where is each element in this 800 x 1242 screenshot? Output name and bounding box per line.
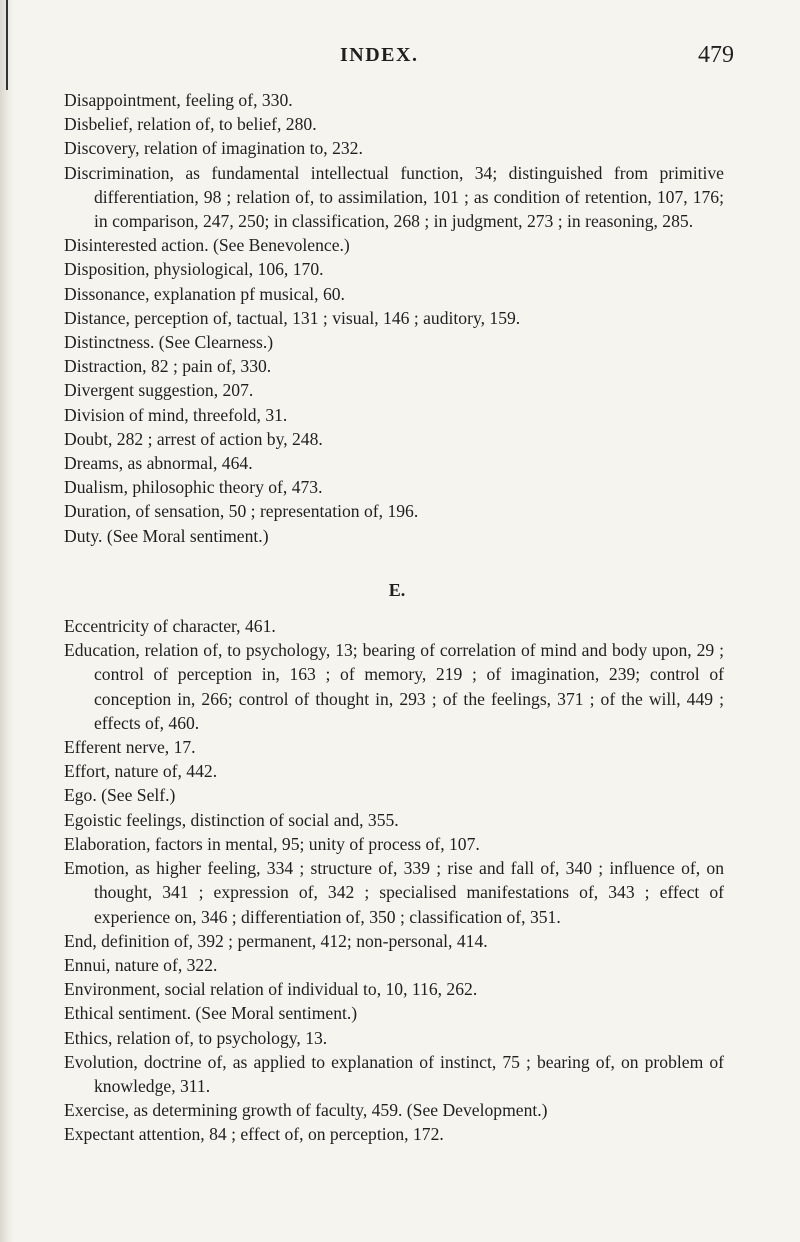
index-entry: Expectant attention, 84 ; effect of, on perception, 172. — [64, 1124, 444, 1145]
index-entry: Disbelief, relation of, to belief, 280. — [64, 114, 317, 135]
index-entry: Ennui, nature of, 322. — [64, 954, 218, 975]
index-entry: Disinterested action. (See Benevolence.) — [64, 235, 350, 256]
index-entry: Egoistic feelings, distinction of social and, 355. — [64, 809, 399, 830]
index-entry: Disappointment, feeling of, 330. — [64, 90, 293, 110]
index-section-d — [64, 88, 724, 548]
index-body — [64, 88, 724, 1147]
running-title: INDEX. — [340, 44, 419, 66]
index-entry: Duty. (See Moral sentiment.) — [64, 525, 269, 546]
index-entry: Doubt, 282 ; arrest of action by, 248. — [64, 428, 323, 449]
index-entry: Emotion, as higher feeling, 334 ; structure of, 339 ; rise and fall of, 340 ; influence of, on thought, 341 ; expression of, 342 ; specialised manifestations of, 343 ; effect of experience on, 346 ; differentiation of, 350 ; classification of, 351. — [64, 858, 724, 927]
index-entry: Evolution, doctrine of, as applied to explanation of instinct, 75 ; bearing of, on problem of knowledge, 311. — [64, 1051, 724, 1096]
index-entry: Environment, social relation of individual to, 10, 116, 262. — [64, 979, 478, 1000]
section-letter-heading: E. — [388, 579, 406, 600]
index-entry: Elaboration, factors in mental, 95; unity of process of, 107. — [64, 833, 480, 854]
index-entry: Exercise, as determining growth of faculty, 459. (See Development.) — [64, 1100, 548, 1121]
index-entry: Distinctness. (See Clearness.) — [64, 332, 274, 353]
index-entry: Effort, nature of, 442. — [64, 761, 218, 782]
index-entry: Distraction, 82 ; pain of, 330. — [64, 356, 272, 377]
index-entry: Divergent suggestion, 207. — [64, 380, 254, 401]
index-entry: Discovery, relation of imagination to, 232. — [64, 138, 363, 159]
page-binding-edge — [0, 0, 14, 1242]
index-entry: Division of mind, threefold, 31. — [64, 404, 288, 425]
index-entry: Education, relation of, to psychology, 13; bearing of correlation of mind and body upon, 29 ; control of perception in, 163 ; of memory, 219 ; of imagination, 239; control of conception in, 266; control of thought in, 293 ; of the feelings, 371 ; of the will, 449 ; effects of, 460. — [64, 640, 724, 733]
index-entry: Eccentricity of character, 461. — [64, 616, 276, 637]
page-number: 479 — [698, 42, 734, 68]
index-entry: Dreams, as abnormal, 464. — [64, 453, 253, 474]
index-entry: Dissonance, explanation pf musical, 60. — [64, 283, 345, 304]
index-entry: Distance, perception of, tactual, 131 ; visual, 146 ; auditory, 159. — [64, 307, 521, 328]
index-entry: Ethics, relation of, to psychology, 13. — [64, 1027, 328, 1048]
index-entry: Disposition, physiological, 106, 170. — [64, 259, 324, 280]
index-entry: Dualism, philosophic theory of, 473. — [64, 477, 323, 498]
index-entry: Ethical sentiment. (See Moral sentiment.) — [64, 1003, 358, 1024]
index-entry: Discrimination, as fundamental intellectual function, 34; distinguished from primitive differentiation, 98 ; relation of, to assimilation, 101 ; as condition of retention, 107, 176; in comparison, 247, 250; in classification, 268 ; in judgment, 273 ; in reasoning, 285. — [64, 162, 724, 232]
index-section-e — [64, 614, 724, 1146]
index-entry: Ego. (See Self.) — [64, 785, 176, 806]
index-entry: Duration, of sensation, 50 ; representation of, 196. — [64, 501, 419, 522]
index-entry: Efferent nerve, 17. — [64, 737, 196, 758]
index-entry: End, definition of, 392 ; permanent, 412; non-personal, 414. — [64, 930, 488, 951]
page-header — [0, 44, 800, 74]
